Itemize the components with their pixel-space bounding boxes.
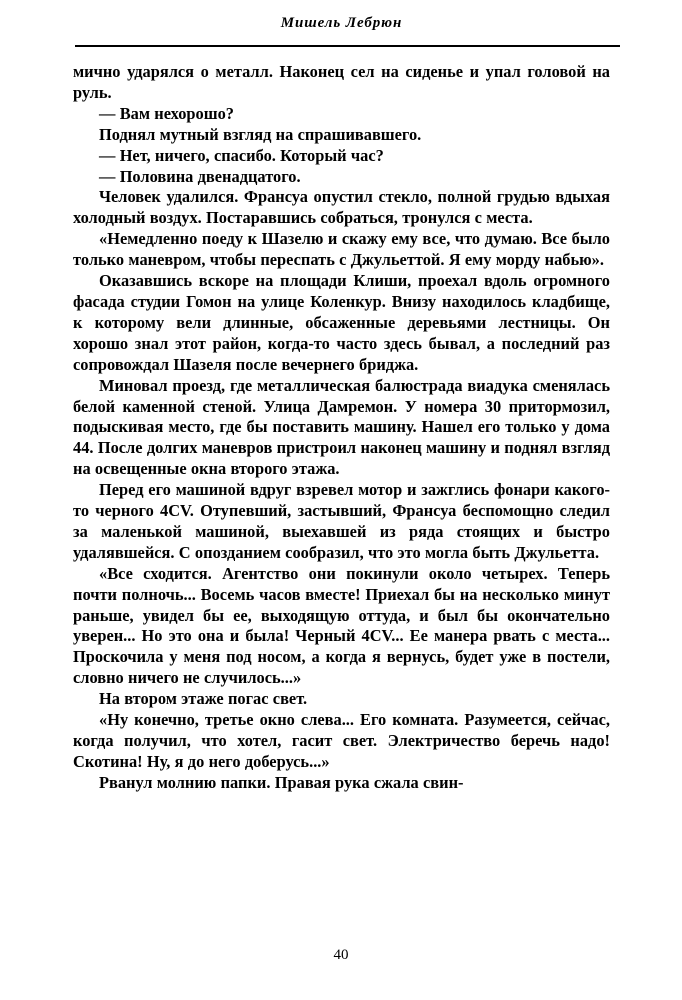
page-number: 40 [333, 947, 349, 963]
paragraph: Человек удалился. Франсуа опустил стекло, полной грудью вдыхая холодный воздух. Постаравшись собраться, тронулся с места. [73, 187, 610, 228]
paragraph: Перед его машиной вдруг взревел мотор и зажглись фонари какого-то черного 4CV. Отупевший, застывший, Франсуа беспомощно следил за маленькой машиной, выехавшей из ряда стоящих и быстро удалявшейся. С опозданием сообразил, что это могла быть Джульетта. [73, 480, 610, 562]
paragraph: — Вам нехорошо? [99, 103, 234, 123]
running-head-author: Мишель Лебрюн [280, 15, 403, 31]
paragraph: «Немедленно поеду к Шазелю и скажу ему все, что думаю. Все было только маневром, чтобы переспать с Джульеттой. Я ему морду набью». [73, 229, 610, 270]
paragraph: мично ударялся о металл. Наконец сел на сиденье и упал головой на руль. [73, 62, 610, 102]
paragraph: Рванул молнию папки. Правая рука сжала свин- [99, 772, 464, 792]
paragraph: — Нет, ничего, спасибо. Который час? [99, 145, 384, 165]
paragraph: Миновал проезд, где металлическая балюстрада виадука сменялась белой каменной стеной. Улица Дамремон. У номера 30 притормозил, подыскивая место, где бы поставить машину. Нашел его только у дома 44. После долгих маневров пристроил наконец машину и поднял взгляд на освещенные окна второго этажа. [73, 375, 610, 479]
paragraph: «Ну конечно, третье окно слева... Его комната. Разумеется, сейчас, когда получил, что хотел, гасит свет. Электричество беречь надо! Скотина! Ну, я до него доберусь...» [73, 710, 610, 771]
paragraph: Поднял мутный взгляд на спрашивавшего. [99, 124, 422, 144]
paragraph: — Половина двенадцатого. [99, 166, 301, 186]
header-rule-divider [75, 45, 620, 47]
paragraph: «Все сходится. Агентство они покинули около четырех. Теперь почти полночь... Восемь часов вместе! Приехал бы на несколько минут раньше, увидел бы ее, выходящую оттуда, и был бы окончательно уверен... Но это она и была! Черный 4CV... Ее манера рвать с места... Проскочила у меня под носом, а когда я вернусь, будет уже в постели, словно ничего не случилось...» [73, 563, 610, 688]
paragraph: На втором этаже погас свет. [99, 689, 308, 709]
body-text-block [73, 62, 610, 794]
paragraph: Оказавшись вскоре на площади Клиши, проехал вдоль огромного фасада студии Гомон на улице Коленкур. Внизу находилось кладбище, к которому вели длинные, обсаженные деревьями лестницы. Он хорошо знал этот район, когда-то часто здесь бывал, а последний раз сопровождал Шазеля после вечернего бриджа. [73, 271, 610, 374]
